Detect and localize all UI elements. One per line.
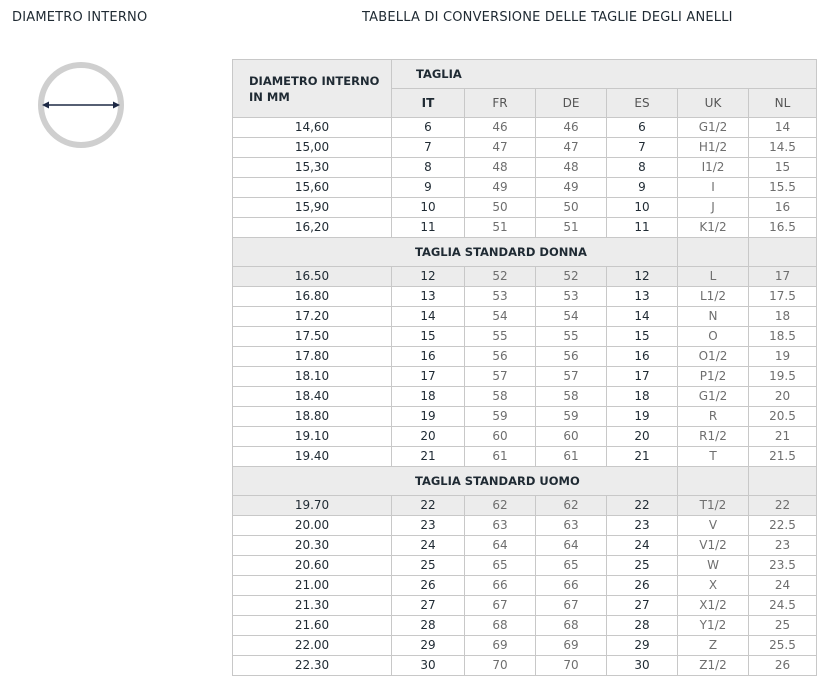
size-cell-uk: T (678, 447, 749, 467)
size-cell-nl: 22.5 (749, 516, 817, 536)
size-cell-de: 47 (536, 138, 607, 158)
size-cell-de: 54 (536, 307, 607, 327)
size-cell-uk: N (678, 307, 749, 327)
size-cell-de: 52 (536, 267, 607, 287)
size-cell-es: 10 (607, 198, 678, 218)
size-cell-fr: 60 (465, 427, 536, 447)
diameter-cell: 17.20 (233, 307, 392, 327)
size-cell-de: 50 (536, 198, 607, 218)
table-row (233, 287, 817, 307)
size-cell-it: 23 (392, 516, 465, 536)
diameter-cell: 19.10 (233, 427, 392, 447)
size-cell-it: 21 (392, 447, 465, 467)
size-cell-es: 12 (607, 267, 678, 287)
size-cell-uk: P1/2 (678, 367, 749, 387)
table-row (233, 656, 817, 676)
size-cell-it: 9 (392, 178, 465, 198)
size-cell-uk: R1/2 (678, 427, 749, 447)
size-cell-fr: 68 (465, 616, 536, 636)
column-header-fr: FR (465, 89, 536, 118)
size-cell-uk: H1/2 (678, 138, 749, 158)
size-cell-fr: 51 (465, 218, 536, 238)
size-cell-de: 48 (536, 158, 607, 178)
table-row (233, 198, 817, 218)
size-cell-nl: 23 (749, 536, 817, 556)
size-cell-nl: 25 (749, 616, 817, 636)
size-cell-fr: 46 (465, 118, 536, 138)
size-cell-nl: 16.5 (749, 218, 817, 238)
size-cell-nl: 24 (749, 576, 817, 596)
diameter-cell: 22.30 (233, 656, 392, 676)
size-cell-uk: G1/2 (678, 118, 749, 138)
size-cell-nl: 20.5 (749, 407, 817, 427)
diameter-cell: 18.40 (233, 387, 392, 407)
size-cell-it: 26 (392, 576, 465, 596)
size-cell-uk: W (678, 556, 749, 576)
size-cell-es: 21 (607, 447, 678, 467)
size-cell-fr: 47 (465, 138, 536, 158)
diameter-column-header: DIAMETRO INTERNO IN MM (233, 60, 392, 118)
size-cell-uk: L1/2 (678, 287, 749, 307)
diameter-cell: 21.00 (233, 576, 392, 596)
size-cell-de: 57 (536, 367, 607, 387)
size-cell-de: 58 (536, 387, 607, 407)
size-cell-it: 22 (392, 496, 465, 516)
size-cell-fr: 59 (465, 407, 536, 427)
table-row (233, 447, 817, 467)
size-cell-it: 10 (392, 198, 465, 218)
table-row (233, 138, 817, 158)
inner-diameter-title: DIAMETRO INTERNO (12, 10, 148, 25)
size-cell-fr: 53 (465, 287, 536, 307)
table-row (233, 367, 817, 387)
size-cell-it: 20 (392, 427, 465, 447)
diameter-cell: 20.60 (233, 556, 392, 576)
size-cell-it: 27 (392, 596, 465, 616)
size-cell-de: 63 (536, 516, 607, 536)
size-cell-nl: 17.5 (749, 287, 817, 307)
size-cell-de: 56 (536, 347, 607, 367)
size-cell-es: 17 (607, 367, 678, 387)
size-cell-uk: Y1/2 (678, 616, 749, 636)
size-cell-fr: 50 (465, 198, 536, 218)
size-cell-de: 62 (536, 496, 607, 516)
diameter-cell: 15,90 (233, 198, 392, 218)
size-cell-es: 23 (607, 516, 678, 536)
table-row (233, 636, 817, 656)
size-cell-es: 9 (607, 178, 678, 198)
size-cell-es: 20 (607, 427, 678, 447)
size-cell-nl: 21.5 (749, 447, 817, 467)
size-cell-nl: 26 (749, 656, 817, 676)
size-cell-es: 15 (607, 327, 678, 347)
size-cell-fr: 70 (465, 656, 536, 676)
size-cell-nl: 16 (749, 198, 817, 218)
size-cell-uk: X1/2 (678, 596, 749, 616)
diameter-cell: 16,20 (233, 218, 392, 238)
size-cell-fr: 54 (465, 307, 536, 327)
size-cell-nl: 14.5 (749, 138, 817, 158)
size-cell-de: 68 (536, 616, 607, 636)
size-cell-es: 28 (607, 616, 678, 636)
size-cell-fr: 52 (465, 267, 536, 287)
size-cell-es: 8 (607, 158, 678, 178)
size-cell-uk: V1/2 (678, 536, 749, 556)
size-cell-es: 18 (607, 387, 678, 407)
size-cell-uk: I1/2 (678, 158, 749, 178)
column-header-it: IT (392, 89, 465, 118)
size-cell-nl: 24.5 (749, 596, 817, 616)
size-cell-fr: 66 (465, 576, 536, 596)
size-cell-nl: 20 (749, 387, 817, 407)
size-cell-it: 15 (392, 327, 465, 347)
diameter-cell: 15,00 (233, 138, 392, 158)
page-title: TABELLA DI CONVERSIONE DELLE TAGLIE DEGLI ANELLI (362, 10, 733, 25)
size-cell-nl: 15 (749, 158, 817, 178)
size-cell-nl: 25.5 (749, 636, 817, 656)
size-cell-it: 25 (392, 556, 465, 576)
size-cell-fr: 61 (465, 447, 536, 467)
diameter-cell: 19.70 (233, 496, 392, 516)
size-cell-es: 13 (607, 287, 678, 307)
size-cell-uk: Z (678, 636, 749, 656)
ring-size-table (232, 59, 817, 676)
size-cell-fr: 56 (465, 347, 536, 367)
size-cell-fr: 48 (465, 158, 536, 178)
size-cell-nl: 19 (749, 347, 817, 367)
diameter-cell: 21.30 (233, 596, 392, 616)
size-cell-fr: 49 (465, 178, 536, 198)
size-cell-de: 69 (536, 636, 607, 656)
size-cell-de: 67 (536, 596, 607, 616)
size-cell-de: 61 (536, 447, 607, 467)
size-cell-es: 24 (607, 536, 678, 556)
diameter-cell: 16.50 (233, 267, 392, 287)
size-cell-it: 17 (392, 367, 465, 387)
size-cell-uk: X (678, 576, 749, 596)
size-cell-it: 7 (392, 138, 465, 158)
size-cell-de: 53 (536, 287, 607, 307)
size-cell-it: 19 (392, 407, 465, 427)
size-cell-it: 29 (392, 636, 465, 656)
size-cell-es: 25 (607, 556, 678, 576)
table-row (233, 178, 817, 198)
size-group-header: TAGLIA (392, 60, 817, 89)
size-cell-nl: 14 (749, 118, 817, 138)
size-cell-es: 26 (607, 576, 678, 596)
size-cell-uk: L (678, 267, 749, 287)
column-header-nl: NL (749, 89, 817, 118)
size-cell-uk: G1/2 (678, 387, 749, 407)
diameter-cell: 15,30 (233, 158, 392, 178)
column-header-de: DE (536, 89, 607, 118)
size-cell-fr: 65 (465, 556, 536, 576)
section-label: TAGLIA STANDARD DONNA (233, 238, 678, 267)
size-cell-es: 16 (607, 347, 678, 367)
diameter-cell: 18.80 (233, 407, 392, 427)
size-cell-uk: T1/2 (678, 496, 749, 516)
table-row (233, 616, 817, 636)
size-cell-fr: 63 (465, 516, 536, 536)
size-cell-es: 6 (607, 118, 678, 138)
size-cell-uk: O (678, 327, 749, 347)
section-empty-cell (749, 238, 817, 267)
size-cell-de: 46 (536, 118, 607, 138)
size-cell-uk: O1/2 (678, 347, 749, 367)
table-row (233, 267, 817, 287)
size-cell-uk: I (678, 178, 749, 198)
size-cell-de: 51 (536, 218, 607, 238)
table-row (233, 347, 817, 367)
table-row (233, 596, 817, 616)
size-cell-uk: R (678, 407, 749, 427)
table-row (233, 158, 817, 178)
size-cell-nl: 21 (749, 427, 817, 447)
size-cell-de: 66 (536, 576, 607, 596)
size-cell-fr: 69 (465, 636, 536, 656)
size-cell-fr: 58 (465, 387, 536, 407)
size-cell-it: 11 (392, 218, 465, 238)
size-cell-es: 22 (607, 496, 678, 516)
size-cell-nl: 22 (749, 496, 817, 516)
size-cell-nl: 18 (749, 307, 817, 327)
size-cell-fr: 64 (465, 536, 536, 556)
size-cell-it: 13 (392, 287, 465, 307)
size-cell-fr: 62 (465, 496, 536, 516)
size-cell-it: 16 (392, 347, 465, 367)
column-header-es: ES (607, 89, 678, 118)
table-row (233, 556, 817, 576)
diameter-cell: 20.00 (233, 516, 392, 536)
size-cell-it: 12 (392, 267, 465, 287)
size-cell-de: 64 (536, 536, 607, 556)
size-cell-uk: J (678, 198, 749, 218)
diameter-cell: 14,60 (233, 118, 392, 138)
table-row (233, 387, 817, 407)
diameter-cell: 22.00 (233, 636, 392, 656)
table-row (233, 427, 817, 447)
size-cell-fr: 67 (465, 596, 536, 616)
size-cell-es: 29 (607, 636, 678, 656)
diameter-cell: 19.40 (233, 447, 392, 467)
size-cell-de: 60 (536, 427, 607, 447)
table-row (233, 536, 817, 556)
size-cell-it: 28 (392, 616, 465, 636)
size-cell-de: 55 (536, 327, 607, 347)
size-cell-fr: 57 (465, 367, 536, 387)
size-cell-uk: K1/2 (678, 218, 749, 238)
section-empty-cell (678, 467, 749, 496)
size-cell-it: 8 (392, 158, 465, 178)
size-cell-nl: 19.5 (749, 367, 817, 387)
table-row (233, 407, 817, 427)
size-cell-es: 11 (607, 218, 678, 238)
size-cell-it: 14 (392, 307, 465, 327)
section-empty-cell (678, 238, 749, 267)
size-cell-nl: 18.5 (749, 327, 817, 347)
diameter-cell: 15,60 (233, 178, 392, 198)
size-cell-es: 14 (607, 307, 678, 327)
section-empty-cell (749, 467, 817, 496)
column-header-uk: UK (678, 89, 749, 118)
section-label: TAGLIA STANDARD UOMO (233, 467, 678, 496)
diameter-cell: 18.10 (233, 367, 392, 387)
size-cell-de: 49 (536, 178, 607, 198)
table-row (233, 118, 817, 138)
diameter-cell: 17.50 (233, 327, 392, 347)
size-cell-es: 7 (607, 138, 678, 158)
diameter-cell: 20.30 (233, 536, 392, 556)
size-cell-nl: 15.5 (749, 178, 817, 198)
diameter-cell: 21.60 (233, 616, 392, 636)
size-cell-it: 24 (392, 536, 465, 556)
size-cell-es: 27 (607, 596, 678, 616)
size-cell-nl: 23.5 (749, 556, 817, 576)
diameter-cell: 17.80 (233, 347, 392, 367)
table-row (233, 496, 817, 516)
size-cell-de: 59 (536, 407, 607, 427)
table-row (233, 307, 817, 327)
table-row (233, 516, 817, 536)
size-cell-de: 70 (536, 656, 607, 676)
size-cell-it: 30 (392, 656, 465, 676)
size-cell-it: 6 (392, 118, 465, 138)
table-row (233, 327, 817, 347)
size-cell-uk: V (678, 516, 749, 536)
size-cell-it: 18 (392, 387, 465, 407)
size-cell-de: 65 (536, 556, 607, 576)
section-header-row (233, 467, 817, 496)
ring-diameter-icon (36, 60, 126, 150)
size-cell-nl: 17 (749, 267, 817, 287)
size-cell-fr: 55 (465, 327, 536, 347)
diameter-cell: 16.80 (233, 287, 392, 307)
table-row (233, 218, 817, 238)
table-row (233, 576, 817, 596)
size-cell-es: 19 (607, 407, 678, 427)
section-header-row (233, 238, 817, 267)
size-cell-es: 30 (607, 656, 678, 676)
size-cell-uk: Z1/2 (678, 656, 749, 676)
